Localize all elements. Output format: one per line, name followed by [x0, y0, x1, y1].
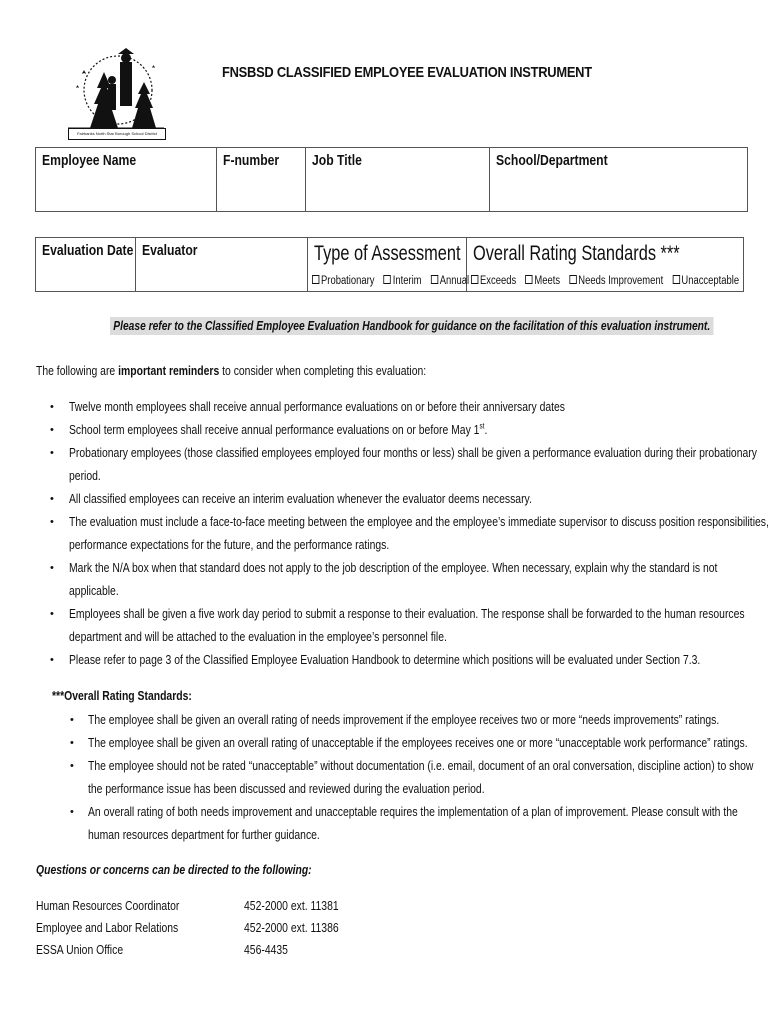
logo-caption: Fairbanks North Star Borough School District [68, 128, 166, 140]
checkbox-icon[interactable] [672, 275, 679, 284]
job-title-cell[interactable] [306, 148, 490, 211]
f-number-label: F-number [223, 153, 280, 169]
bullet-icon: • [70, 760, 74, 772]
bullet-icon: • [50, 401, 54, 413]
list-item: The employee should not be rated “unacceptable” without documentation (i.e. email, document of an oral conversation, discipline action) to show [88, 758, 754, 773]
list-item: Probationary employees (those classified employees employed four months or less) shall be given a performance evaluation during their probationary [69, 445, 757, 460]
bullet-icon: • [50, 562, 54, 574]
checkbox-icon[interactable] [525, 275, 532, 284]
rating-standards-heading: ***Overall Rating Standards: [52, 688, 192, 703]
checkbox-icon[interactable] [431, 275, 438, 284]
option-needs-improvement[interactable]: Needs Improvement [569, 275, 663, 287]
list-item-continued: the performance issue has been discussed and reviewed during the evaluation period. [88, 781, 485, 796]
employee-name-label: Employee Name [42, 153, 137, 169]
list-item-continued: performance expectations for the future, and the performance ratings. [69, 537, 390, 552]
option-probationary[interactable]: Probationary [312, 275, 374, 287]
district-logo [68, 44, 164, 140]
list-item: All classified employees can receive an interim evaluation whenever the evaluator deems necessary. [69, 491, 532, 506]
list-item: Mark the N/A box when that standard does not apply to the job description of the employee. When necessary, explain why the standard is not [69, 560, 718, 575]
list-item-continued: human resources department for further guidance. [88, 827, 320, 842]
bullet-icon: • [50, 654, 54, 666]
option-annual[interactable]: Annual [431, 275, 469, 287]
list-item: Employees shall be given a five work day period to submit a response to their evaluation. The response shall be forwarded to the human resources [69, 606, 745, 621]
list-item: School term employees shall receive annual performance evaluations on or before May 1st. [69, 421, 488, 437]
option-exceeds[interactable]: Exceeds [471, 275, 516, 287]
job-title-label: Job Title [312, 153, 362, 169]
checkbox-icon[interactable] [384, 275, 391, 284]
intro-text: The following are important reminders to consider when completing this evaluation: [36, 363, 427, 378]
contact-label: Human Resources Coordinator [36, 898, 180, 913]
bullet-icon: • [50, 493, 54, 505]
f-number-cell[interactable] [217, 148, 306, 211]
list-item: The employee shall be given an overall rating of unacceptable if the employees receives one or more “unacceptable work performance” ratings. [88, 735, 748, 750]
option-interim[interactable]: Interim [384, 275, 422, 287]
checkbox-icon[interactable] [312, 275, 319, 284]
list-item: Twelve month employees shall receive annual performance evaluations on or before their anniversary dates [69, 399, 566, 414]
bullet-icon: • [50, 608, 54, 620]
employee-info-table [35, 147, 748, 212]
list-item: The employee shall be given an overall rating of needs improvement if the employee receives two or more “needs improvements” ratings. [88, 712, 720, 727]
evaluation-info-table [35, 237, 744, 292]
evaluation-date-label: Evaluation Date [42, 243, 134, 259]
list-item: Please refer to page 3 of the Classified Employee Evaluation Handbook to determine which positions will be evaluated under Section 7.3. [69, 652, 701, 667]
checkbox-icon[interactable] [569, 275, 576, 284]
list-item-continued: department and will be attached to the evaluation in the employee’s personnel file. [69, 629, 447, 644]
checkbox-icon[interactable] [471, 275, 478, 284]
bullet-icon: • [50, 424, 54, 436]
list-item-continued: applicable. [69, 583, 119, 598]
evaluator-label: Evaluator [142, 243, 198, 259]
contact-label: Employee and Labor Relations [36, 920, 179, 935]
type-of-assessment-cell [308, 238, 470, 291]
bullet-icon: • [50, 516, 54, 528]
evaluation-date-cell[interactable] [36, 238, 136, 291]
school-department-cell[interactable] [490, 148, 747, 211]
logo-graphic-icon [68, 44, 164, 128]
contacts-heading: Questions or concerns can be directed to the following: [36, 862, 312, 877]
overall-rating-heading: Overall Rating Standards *** [473, 242, 680, 265]
bullet-icon: • [70, 806, 74, 818]
list-item-continued: period. [69, 468, 101, 483]
overall-rating-options [471, 275, 746, 287]
list-item: An overall rating of both needs improvement and unacceptable requires the implementation of a plan of improvement. Please consult with the [88, 804, 738, 819]
option-unacceptable[interactable]: Unacceptable [672, 275, 739, 287]
bullet-icon: • [70, 714, 74, 726]
bullet-icon: • [50, 447, 54, 459]
contact-label: ESSA Union Office [36, 942, 124, 957]
contact-phone: 452-2000 ext. 11386 [244, 920, 339, 935]
overall-rating-cell [467, 238, 743, 291]
employee-name-cell[interactable] [36, 148, 217, 211]
evaluator-cell[interactable] [136, 238, 308, 291]
list-item: The evaluation must include a face-to-face meeting between the employee and the employee’s immediate supervisor to discuss position responsibilities, [69, 514, 769, 529]
school-department-label: School/Department [496, 153, 608, 169]
contact-phone: 456-4435 [244, 942, 288, 957]
handbook-note: Please refer to the Classified Employee Evaluation Handbook for guidance on the facilitation of this evaluation instrument. [110, 317, 713, 335]
page-title: FNSBSD CLASSIFIED EMPLOYEE EVALUATION INSTRUMENT [222, 64, 592, 81]
type-of-assessment-options [312, 275, 476, 287]
contact-phone: 452-2000 ext. 11381 [244, 898, 339, 913]
bullet-icon: • [70, 737, 74, 749]
type-of-assessment-heading: Type of Assessment [314, 242, 461, 265]
option-meets[interactable]: Meets [525, 275, 560, 287]
